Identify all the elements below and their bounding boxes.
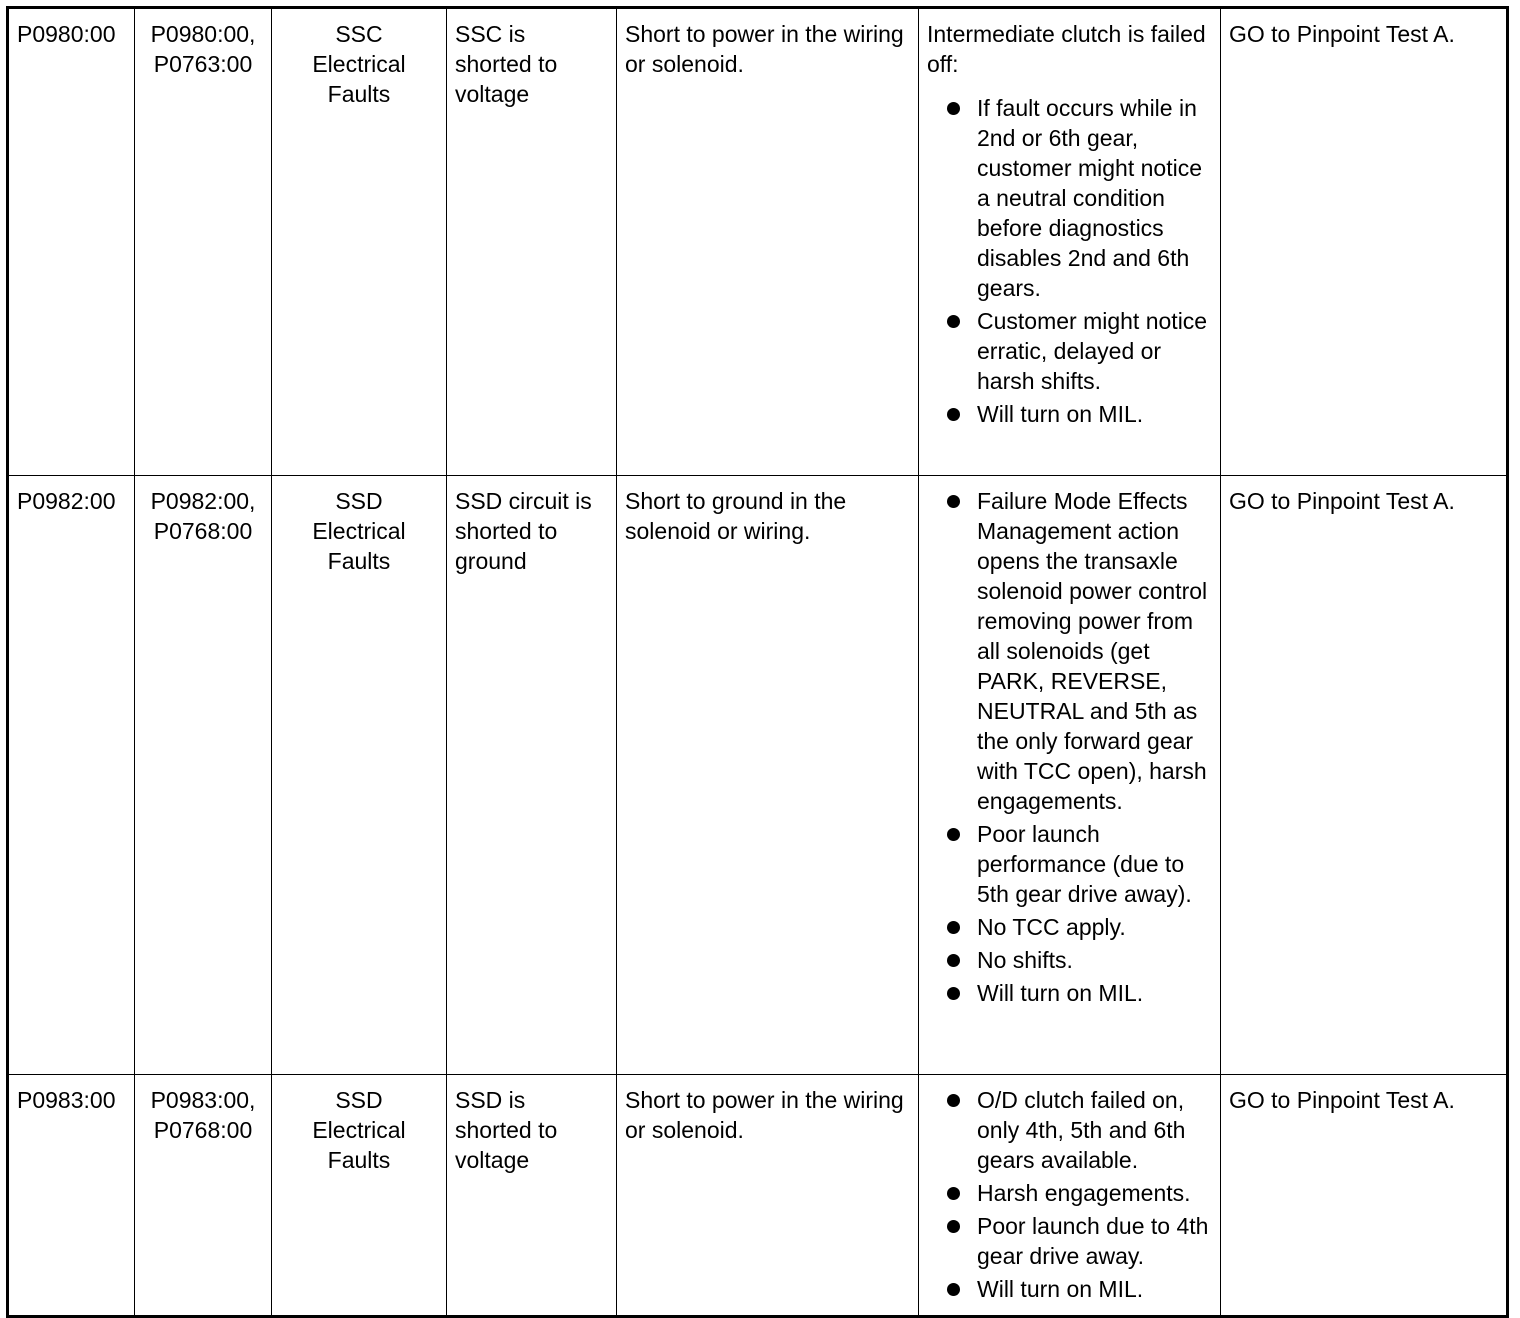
bullet-icon (947, 921, 960, 934)
symptoms-list (927, 1085, 1212, 1304)
dtc-code: P0983:00 (17, 1087, 116, 1113)
symptoms-intro: Intermediate clutch is failed off: (927, 21, 1206, 77)
action-text: GO to Pinpoint Test A. (1229, 1087, 1455, 1113)
related-code: P0983:00, (150, 1087, 256, 1113)
list-item (927, 945, 1212, 975)
symptom-text: Poor launch due to 4th gear drive away. (977, 1213, 1209, 1269)
symptoms-list (927, 93, 1212, 429)
table-row (8, 476, 1508, 1075)
bullet-icon (947, 1187, 960, 1200)
bullet-icon (947, 495, 960, 508)
related-code: P0982:00, (150, 488, 256, 514)
list-item (927, 399, 1212, 429)
component-line: Faults (327, 548, 391, 574)
component-cell (272, 1075, 447, 1317)
symptom-text: No TCC apply. (977, 914, 1126, 940)
bullet-icon (947, 408, 960, 421)
dtc-code: P0982:00 (17, 488, 116, 514)
component-line: Faults (327, 1147, 391, 1173)
bullet-icon (947, 1283, 960, 1296)
bullet-icon (947, 954, 960, 967)
dtc-table (6, 6, 1509, 1318)
related-codes-cell (135, 8, 272, 476)
bullet-icon (947, 315, 960, 328)
symptoms-cell (919, 1075, 1221, 1317)
symptoms-cell (919, 8, 1221, 476)
symptoms-cell (919, 476, 1221, 1075)
related-codes-cell (135, 476, 272, 1075)
list-item (927, 819, 1212, 909)
list-item (927, 306, 1212, 396)
list-item (927, 1211, 1212, 1271)
condition-cell (617, 1075, 919, 1317)
list-item (927, 1085, 1212, 1175)
dtc-code-cell (8, 1075, 135, 1317)
condition-text: Short to ground in the solenoid or wiring. (625, 488, 847, 544)
action-cell (1221, 476, 1508, 1075)
bullet-icon (947, 1094, 960, 1107)
table-row (8, 1075, 1508, 1317)
dtc-code-cell (8, 476, 135, 1075)
bullet-icon (947, 1220, 960, 1233)
description-text: SSD is shorted to voltage (455, 1087, 558, 1173)
list-item (927, 912, 1212, 942)
symptom-text: Will turn on MIL. (977, 401, 1144, 427)
component-cell (272, 8, 447, 476)
description-text: SSD circuit is shorted to ground (455, 488, 592, 574)
symptom-text: Customer might notice erratic, delayed or harsh shifts. (977, 308, 1208, 394)
table-row (8, 8, 1508, 476)
description-text: SSC is shorted to voltage (455, 21, 558, 107)
component-line: Electrical (312, 518, 406, 544)
list-item (927, 93, 1212, 303)
component-line: SSC (335, 21, 383, 47)
component-line: SSD (335, 1087, 383, 1113)
component-line: Electrical (312, 1117, 406, 1143)
symptom-text: No shifts. (977, 947, 1073, 973)
list-item (927, 1178, 1212, 1208)
symptom-text: Harsh engagements. (977, 1180, 1191, 1206)
related-codes-cell (135, 1075, 272, 1317)
action-text: GO to Pinpoint Test A. (1229, 21, 1455, 47)
dtc-code-cell (8, 8, 135, 476)
action-text: GO to Pinpoint Test A. (1229, 488, 1455, 514)
description-cell (447, 1075, 617, 1317)
condition-cell (617, 476, 919, 1075)
condition-text: Short to power in the wiring or solenoid. (625, 21, 904, 77)
action-cell (1221, 1075, 1508, 1317)
list-item (927, 1274, 1212, 1304)
component-cell (272, 476, 447, 1075)
list-item (927, 486, 1212, 816)
component-line: Faults (327, 81, 391, 107)
description-cell (447, 476, 617, 1075)
bullet-icon (947, 102, 960, 115)
symptom-text: Failure Mode Effects Management action opens the transaxle solenoid power control removing power from all solenoids (get PARK, REVERSE, NEUTRAL and 5th as the only forward gear with TCC open), harsh engagements. (977, 488, 1208, 814)
component-line: SSD (335, 488, 383, 514)
related-code: P0768:00 (153, 518, 253, 544)
symptom-text: Will turn on MIL. (977, 980, 1144, 1006)
component-line: Electrical (312, 51, 406, 77)
related-code: P0768:00 (153, 1117, 253, 1143)
condition-cell (617, 8, 919, 476)
related-code: P0763:00 (153, 51, 253, 77)
symptom-text: If fault occurs while in 2nd or 6th gear, customer might notice a neutral condition before diagnostics disables 2nd and 6th gears. (977, 95, 1202, 301)
bullet-icon (947, 828, 960, 841)
symptoms-list (927, 486, 1212, 1008)
dtc-code: P0980:00 (17, 21, 116, 47)
symptom-text: O/D clutch failed on, only 4th, 5th and 6th gears available. (977, 1087, 1186, 1173)
symptom-text: Will turn on MIL. (977, 1276, 1144, 1302)
condition-text: Short to power in the wiring or solenoid. (625, 1087, 904, 1143)
description-cell (447, 8, 617, 476)
list-item (927, 978, 1212, 1008)
bullet-icon (947, 987, 960, 1000)
related-code: P0980:00, (150, 21, 256, 47)
action-cell (1221, 8, 1508, 476)
symptom-text: Poor launch performance (due to 5th gear drive away). (977, 821, 1192, 907)
